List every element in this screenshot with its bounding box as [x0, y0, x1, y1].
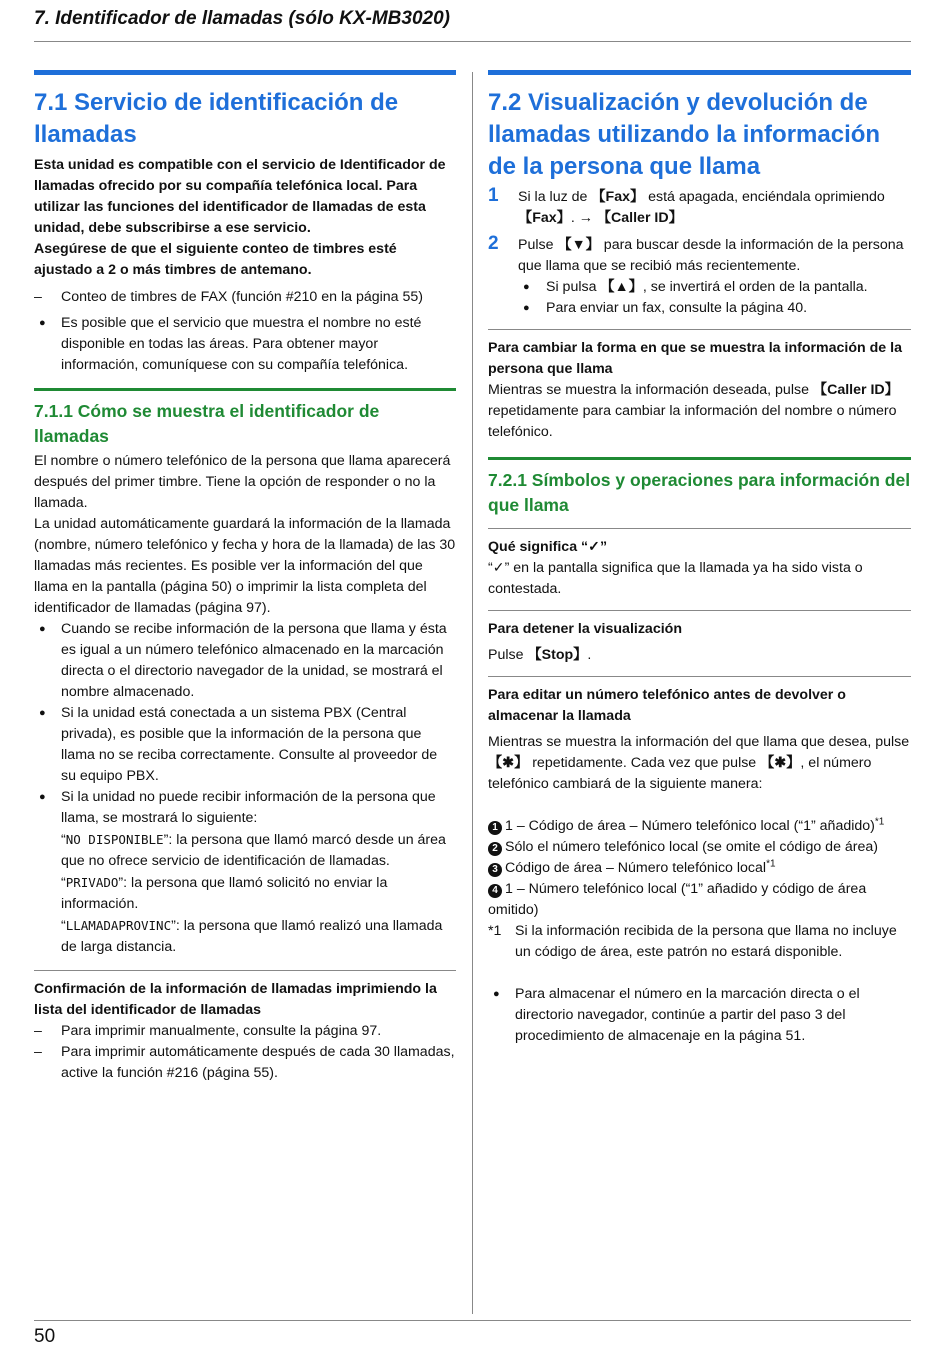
column-divider — [472, 72, 473, 1314]
edit-heading: Para editar un número telefónico antes de devolver o almacenar la llamada — [488, 687, 846, 724]
dash-item: – Conteo de timbres de FAX (función #210 en la página 55) — [34, 287, 456, 308]
section-bar — [488, 70, 911, 75]
step-number: 1 — [488, 185, 499, 206]
page-number: 50 — [34, 1326, 56, 1347]
step-text: está apagada, enciéndala oprimiendo — [644, 189, 885, 205]
fax-key: 【Fax】 — [591, 189, 645, 205]
intro-paragraph-1: Esta unidad es compatible con el servicio de Identificador de llamadas ofrecido por su compañía telefónica local. Para utilizar las funciones del identificador de llamadas de esta unidad, debe subscribirse a ese servicio. — [34, 157, 446, 236]
circled-number-icon: 4 — [488, 884, 502, 898]
caller-id-key: 【Caller ID】 — [812, 382, 899, 398]
section-rule — [488, 676, 911, 677]
list-item-text: Código de área – Número telefónico local — [505, 860, 767, 876]
circled-number-icon: 1 — [488, 821, 502, 835]
star-key: 【✱】 — [760, 755, 801, 771]
step-2 — [488, 235, 911, 319]
header-rule — [34, 41, 911, 42]
body-paragraph — [488, 732, 911, 795]
bullet-text: Si pulsa — [546, 279, 601, 295]
body-text: Pulse — [488, 647, 528, 663]
body-text: repetidamente. Cada vez que pulse — [528, 755, 761, 771]
section-rule — [488, 610, 911, 611]
caller-id-key: 【Caller ID】 — [596, 210, 683, 226]
dash-item: – Para imprimir automáticamente después de cada 30 llamadas, active la función #216 (página 55). — [34, 1042, 456, 1084]
bullet-item: ● Es posible que el servicio que muestra el nombre no esté disponible en todas las áreas. Para obtener mayor información, comuníquese con su compañía telefónica. — [34, 313, 456, 376]
section-7-1-title: 7.1 Servicio de identificación de llamadas — [34, 89, 399, 148]
body-text: . — [587, 647, 592, 663]
footnote-text: Si la información recibida de la persona que llama no incluye un código de área, este patrón no estará disponible. — [515, 923, 897, 960]
step-text: Pulse — [518, 237, 558, 253]
bullet-item: ● Si la unidad no puede recibir información de la persona que llama, se mostrará lo siguiente: “NO DISPONIBLE”: la persona que llamó marcó desde un área que no ofrece servicio de identificación de llamadas. “PRIVADO”: la persona que llamó solicitó no enviar la información. “LLAMADAPROVINC”: la persona que llamó realizó una llamada de larga distancia. — [34, 787, 456, 958]
circled-number-icon: 3 — [488, 863, 502, 877]
list-item-text: Sólo el número telefónico local (se omite el código de área) — [505, 839, 879, 855]
footnote-ref: *1 — [874, 816, 885, 828]
up-key: 【▲】 — [600, 279, 643, 295]
list-item-text: 1 – Código de área – Número telefónico local (“1” añadido) — [505, 818, 875, 834]
section-7-2-title: 7.2 Visualización y devolución de llamadas utilizando la información de la persona que llama — [488, 89, 881, 180]
meaning-heading: Qué significa “✓” — [488, 539, 608, 555]
bullet-text: Si la unidad no puede recibir información de la persona que llama, se mostrará lo siguiente: — [61, 789, 436, 826]
change-heading: Para cambiar la forma en que se muestra la información de la persona que llama — [488, 340, 902, 377]
step-number: 2 — [488, 233, 499, 254]
list-item-text: 1 – Número telefónico local (“1” añadido y código de área omitido) — [488, 881, 867, 918]
dash-item: – Para imprimir manualmente, consulte la página 97. — [34, 1021, 456, 1042]
right-column — [488, 70, 911, 1047]
section-rule — [488, 329, 911, 330]
body-paragraph — [488, 645, 911, 666]
step-1 — [488, 187, 911, 229]
display-message-code: LLAMADAPROVINC — [65, 918, 172, 933]
intro-paragraph-2: Asegúrese de que el siguiente conteo de timbres esté ajustado a 2 o más timbres de antemano. — [34, 241, 397, 278]
display-message-text: : la persona que llamó marcó desde un área que no ofrece servicio de identificación de llamadas. — [61, 832, 446, 869]
step-text: Si la luz de — [518, 189, 592, 205]
section-bar — [34, 70, 456, 75]
display-message-text: : la persona que llamó solicitó no enviar la información. — [61, 875, 388, 912]
body-paragraph: La unidad automáticamente guardará la información de la llamada (nombre, número telefónico y fecha y hora de la llamada) de las 30 llamadas más recientes. Es posible ver la información del que llama en la pantalla (página 50) o imprimir la lista completa del identificador de llamadas (página 97). — [34, 516, 456, 616]
down-key: 【▼】 — [557, 237, 600, 253]
body-paragraph: El nombre o número telefónico de la persona que llama aparecerá después del primer timbre. Tiene la opción de responder o no la llamada. — [34, 453, 451, 511]
stop-key: 【Stop】 — [527, 647, 588, 663]
body-text: , el número telefónico cambiará de la siguiente manera: — [488, 755, 872, 792]
body-paragraph: “✓” en la pantalla significa que la llamada ya ha sido vista o contestada. — [488, 560, 863, 597]
footnote — [488, 921, 911, 963]
body-text: Mientras se muestra la información del que llama que desea, pulse — [488, 734, 910, 750]
bullet-item: ● Si la unidad está conectada a un sistema PBX (Central privada), es posible que la información de la persona que llama no se reciba correctamente. Consulte al proveedor de su equipo PBX. — [34, 703, 456, 787]
step-sub-bullet — [518, 277, 911, 298]
footer-rule — [34, 1320, 911, 1321]
step-sub-bullet: ● Para enviar un fax, consulte la página 40. — [518, 298, 911, 319]
section-7-1-1-title: 7.1.1 Cómo se muestra el identificador de llamadas — [34, 401, 380, 446]
display-message-code: PRIVADO — [65, 875, 119, 890]
confirm-heading: Confirmación de la información de llamadas imprimiendo la lista del identificador de llamadas — [34, 981, 437, 1018]
step-text: para buscar desde la información de la persona que llama que se recibió más recientemente. — [518, 237, 904, 274]
stop-heading: Para detener la visualización — [488, 621, 682, 637]
display-message-code: NO DISPONIBLE — [65, 832, 164, 847]
number-format-list — [488, 816, 911, 921]
footnote-mark: *1 — [488, 923, 502, 939]
bullet-text: , se invertirá el orden de la pantalla. — [642, 279, 868, 295]
bullet-item: ● Para almacenar el número en la marcación directa o el directorio navegador, continúe a partir del paso 3 del procedimiento de almacenaje en la página 51. — [488, 984, 911, 1047]
list-item — [488, 879, 911, 921]
subsection-bar — [488, 457, 911, 460]
list-item — [488, 837, 911, 858]
list-item — [488, 816, 911, 837]
bullet-item: ● Cuando se recibe información de la persona que llama y ésta es igual a un número telefónico almacenado en la marcación directa o el directorio navegador de la unidad, se mostrará el nombre almacenado. — [34, 619, 456, 703]
subsection-bar — [34, 388, 456, 391]
page-header: 7. Identificador de llamadas (sólo KX-MB3020) — [34, 8, 450, 29]
arrow-icon: . → — [570, 210, 597, 226]
body-text: Mientras se muestra la información deseada, pulse — [488, 382, 813, 398]
left-column — [34, 70, 456, 1084]
circled-number-icon: 2 — [488, 842, 502, 856]
fax-key: 【Fax】 — [518, 210, 571, 226]
footnote-ref: *1 — [766, 858, 776, 870]
body-paragraph — [488, 380, 911, 443]
section-7-2-1-title: 7.2.1 Símbolos y operaciones para información del que llama — [488, 470, 911, 515]
display-message-text: : la persona que llamó realizó una llamada de larga distancia. — [61, 918, 443, 955]
section-rule — [488, 528, 911, 529]
section-rule — [34, 970, 456, 971]
list-item — [488, 858, 911, 879]
body-text: repetidamente para cambiar la información del nombre o número telefónico. — [488, 403, 897, 440]
star-key: 【✱】 — [488, 755, 529, 771]
